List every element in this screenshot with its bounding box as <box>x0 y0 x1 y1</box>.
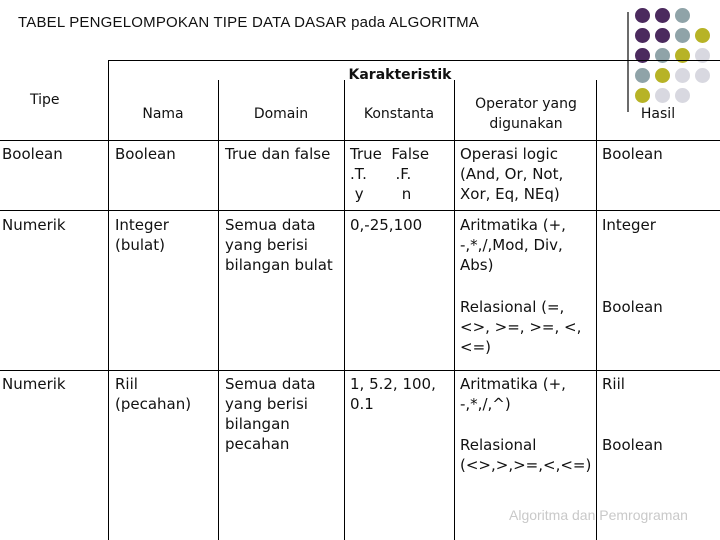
row3-tipe: Numerik <box>2 375 66 393</box>
row2-nama: Integer (bulat) <box>115 216 169 254</box>
row3-nama: Riil (pecahan) <box>115 375 192 413</box>
header-nama: Nama <box>142 106 184 122</box>
table-rule <box>108 60 720 61</box>
row2-operator-arithmetic: Aritmatika (+, -,*,/,Mod, Div, Abs) <box>460 216 566 274</box>
row1-tipe: Boolean <box>2 145 63 163</box>
header-konstanta: Konstanta <box>363 106 435 122</box>
header-tipe: Tipe <box>30 92 60 108</box>
slide-title: TABEL PENGELOMPOKAN TIPE DATA DASAR pada ALGORITMA <box>18 14 479 31</box>
table-rule <box>454 80 455 540</box>
row1-konstanta-line2: .T. .F. <box>350 165 412 183</box>
row2-tipe: Numerik <box>2 216 66 234</box>
row2-domain: Semua data yang berisi bilangan bulat <box>225 216 333 274</box>
row2-hasil-arithmetic: Integer <box>602 216 656 234</box>
row3-hasil-arithmetic: Riil <box>602 375 625 393</box>
row3-hasil-relational: Boolean <box>602 436 663 454</box>
table-rule <box>344 80 345 540</box>
row1-konstanta-line3: y n <box>350 185 412 203</box>
row2-hasil-relational: Boolean <box>602 298 663 316</box>
footer-course-name: Algoritma dan Pemrograman <box>509 507 688 523</box>
table-rule <box>218 80 219 540</box>
row1-domain: True dan false <box>225 145 331 163</box>
header-karakteristik: Karakteristik <box>348 67 452 83</box>
row2-konstanta: 0,-25,100 <box>350 216 423 234</box>
table-rule <box>596 80 597 540</box>
header-domain: Domain <box>253 106 309 122</box>
row3-operator-arithmetic: Aritmatika (+, -,*,/,^) <box>460 375 566 413</box>
header-operator: Operator yang digunakan <box>475 96 577 132</box>
row1-konstanta-line1: True False <box>350 145 430 163</box>
header-hasil: Hasil <box>640 106 676 122</box>
table-rule <box>108 60 109 540</box>
row3-konstanta: 1, 5.2, 100, 0.1 <box>350 375 436 413</box>
row1-operator: Operasi logic (And, Or, Not, Xor, Eq, NEq) <box>460 145 564 203</box>
row1-nama: Boolean <box>115 145 176 163</box>
row2-operator-relational: Relasional (=,<>, >=, >=, <, <=) <box>460 298 582 356</box>
row3-operator-relational: Relasional (<>,>,>=,<,<=) <box>460 436 592 474</box>
row1-hasil: Boolean <box>602 145 663 163</box>
row3-domain: Semua data yang berisi bilangan pecahan <box>225 375 316 453</box>
